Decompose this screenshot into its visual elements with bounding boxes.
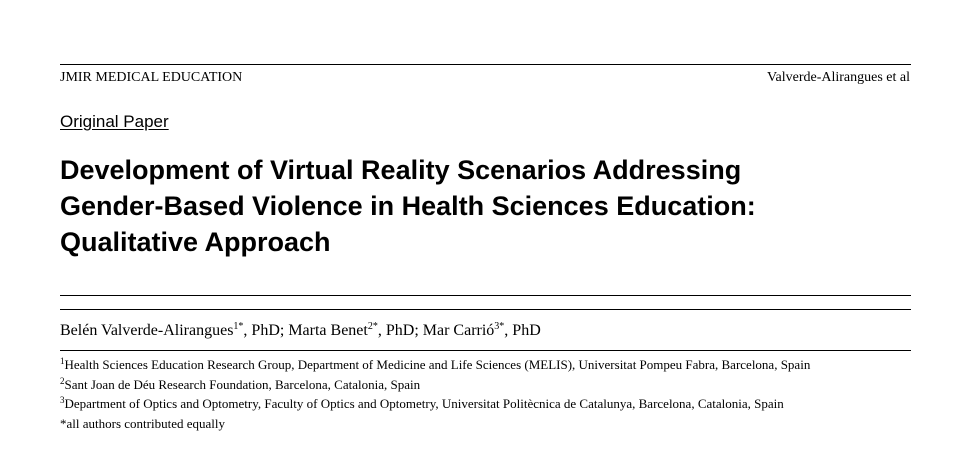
author-separator: ; — [414, 322, 423, 339]
equal-contribution-note: *all authors contributed equally — [60, 415, 225, 431]
author-affiliation-mark: 2* — [367, 321, 378, 332]
author-name: Belén Valverde-Alirangues — [60, 322, 234, 339]
author-separator: ; — [279, 322, 289, 339]
article-type-label: Original Paper — [60, 112, 169, 131]
author-degree: , PhD — [377, 322, 415, 339]
affiliation-list — [60, 355, 920, 433]
author-name: Marta Benet — [288, 322, 368, 339]
affiliation-item — [60, 355, 920, 375]
paper-title — [60, 152, 920, 260]
header-rule — [60, 64, 911, 65]
affiliation-text: Health Sciences Education Research Group, Department of Medicine and Life Sciences (MELIS), Universitat Pompeu Fabra, Barcelona, Spain — [64, 357, 811, 372]
author-name: Mar Carrió — [422, 322, 495, 339]
journal-name: JMIR MEDICAL EDUCATION — [60, 70, 243, 85]
affiliation-item — [60, 394, 920, 414]
author-rule — [60, 350, 911, 351]
running-head: Valverde-Alirangues et al — [766, 70, 910, 85]
title-line: Qualitative Approach — [60, 227, 331, 257]
affiliation-item — [60, 375, 920, 395]
title-line: Gender-Based Violence in Health Sciences Education: — [60, 191, 756, 221]
affiliation-text: Department of Optics and Optometry, Faculty of Optics and Optometry, Universitat Politècnica de Catalunya, Barcelona, Catalonia, Spain — [64, 396, 784, 411]
affiliation-number: 3 — [60, 395, 65, 405]
author-degree: , PhD — [504, 322, 541, 339]
title-rule-upper — [60, 295, 911, 296]
title-line: Development of Virtual Reality Scenarios Addressing — [60, 155, 742, 185]
affiliation-number: 2 — [60, 375, 65, 386]
author-affiliation-mark: 3* — [494, 321, 505, 332]
title-rule-lower — [60, 309, 911, 310]
affiliation-text: Sant Joan de Déu Research Foundation, Barcelona, Catalonia, Spain — [64, 376, 421, 392]
author-degree: , PhD — [243, 322, 280, 339]
author-list — [60, 321, 541, 341]
author-affiliation-mark: 1* — [233, 321, 244, 332]
affiliation-number: 1 — [60, 356, 65, 366]
